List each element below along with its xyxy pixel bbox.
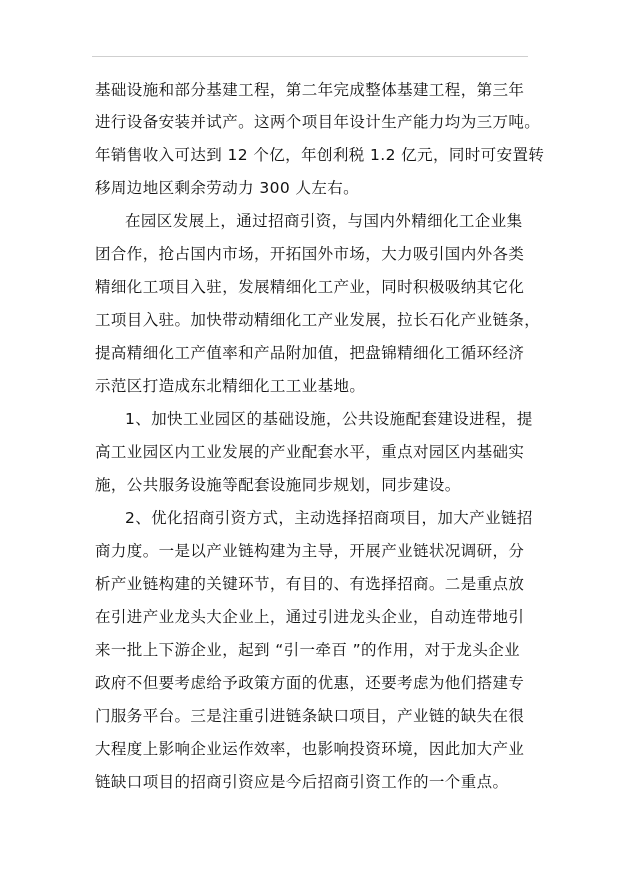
text-line: 商力度。一是以产业链构建为主导，开展产业链状况调研，分 — [95, 542, 525, 560]
text-line: 链缺口项目的招商引资应是今后招商引资工作的一个重点。 — [95, 773, 509, 791]
text-line: 政府不但要考虑给予政策方面的优惠，还要考虑为他们搭建专 — [95, 674, 525, 692]
text-line: 门服务平台。三是注重引进链条缺口项目，产业链的缺失在很 — [95, 707, 525, 725]
text-line: 高工业园区内工业发展的产业配套水平，重点对园区内基础实 — [95, 443, 525, 461]
paragraph-start: 1、加快工业园区的基础设施，公共设施配套建设进程，提 — [125, 410, 533, 428]
text-line: 移周边地区剩余劳动力 300 人左右。 — [95, 179, 360, 197]
text-line: 基础设施和部分基建工程，第二年完成整体基建工程，第三年 — [95, 81, 525, 99]
text-line: 在引进产业龙头大企业上，通过引进龙头企业，自动连带地引 — [95, 608, 525, 626]
paragraph-start: 在园区发展上，通过招商引资，与国内外精细化工企业集 — [125, 212, 523, 230]
text-line: 团合作，抢占国内市场，开拓国外市场，大力吸引国内外各类 — [95, 245, 525, 263]
text-line: 进行设备安装并试产。这两个项目年设计生产能力均为三万吨。 — [95, 113, 541, 131]
text-line: 大程度上影响企业运作效率，也影响投资环境，因此加大产业 — [95, 740, 525, 758]
text-line: 来一批上下游企业，起到 “引一牵百 ”的作用，对于龙头企业 — [95, 641, 521, 659]
text-line: 精细化工项目入驻，发展精细化工产业，同时积极吸纳其它化 — [95, 278, 525, 296]
text-line: 工项目入驻。加快带动精细化工产业发展，拉长石化产业链条， — [95, 311, 541, 329]
paragraph-start: 2、优化招商引资方式，主动选择招商项目，加大产业链招 — [125, 509, 533, 527]
text-line: 析产业链构建的关键环节，有目的、有选择招商。二是重点放 — [95, 575, 525, 593]
text-line: 示范区打造成东北精细化工工业基地。 — [95, 377, 366, 395]
text-line: 年销售收入可达到 12 个亿，年创利税 1.2 亿元，同时可安置转 — [95, 146, 545, 164]
text-line: 施，公共服务设施等配套设施同步规划，同步建设。 — [95, 476, 461, 494]
header-divider — [92, 56, 528, 57]
text-line: 提高精细化工产值率和产品附加值，把盘锦精细化工循环经济 — [95, 344, 525, 362]
